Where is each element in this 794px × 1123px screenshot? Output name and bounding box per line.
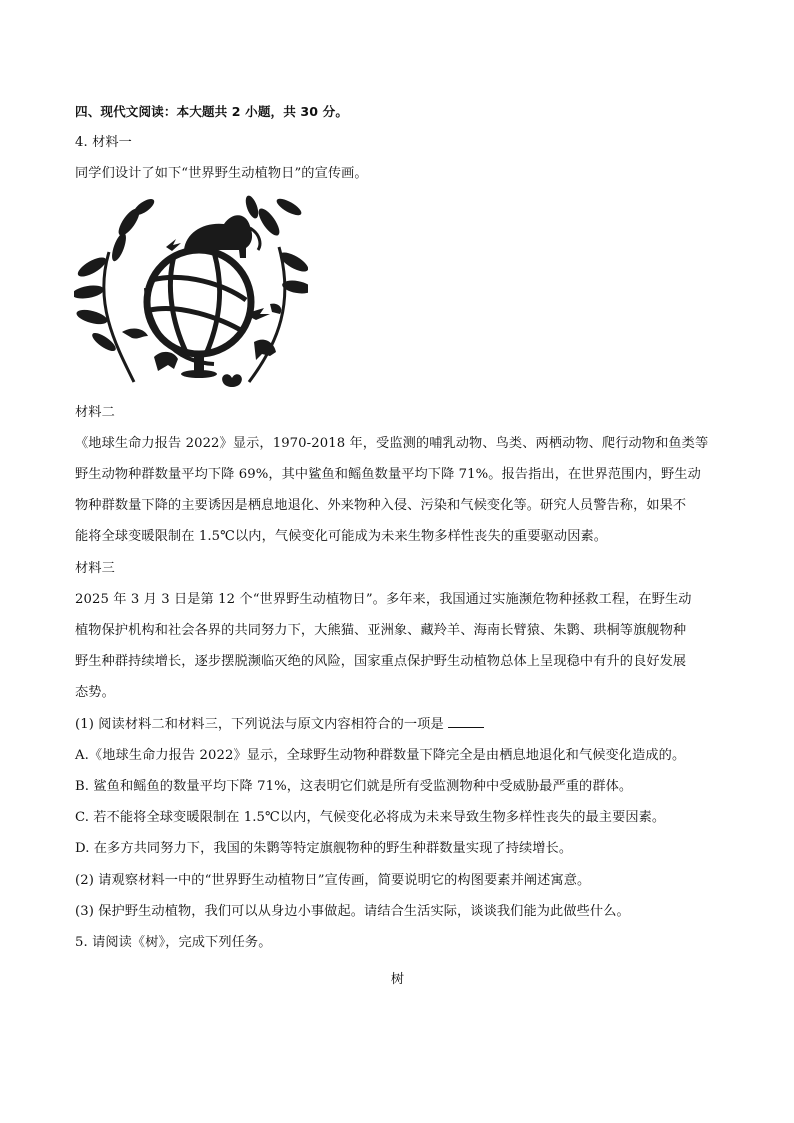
section-title: 四、现代文阅读：本大题共 2 小题，共 30 分。 <box>75 104 349 119</box>
answer-blank[interactable] <box>448 713 484 728</box>
wildlife-day-poster <box>74 192 308 397</box>
q4-sub1-text: (1) 阅读材料二和材料三，下列说法与原文内容相符合的一项是 <box>75 716 444 732</box>
q4-material2-label: 材料二 <box>75 404 115 420</box>
exam-page <box>75 96 720 995</box>
q4-material2-line-2: 野生动物种群数量平均下降 69%，其中鲨鱼和鳐鱼数量平均下降 71%。报告指出，在世界范围内，野生动 <box>75 467 701 483</box>
q4-material2-line-3: 物种群数量下降的主要诱因是栖息地退化、外来物种入侵、污染和气候变化等。研究人员警告称，如果不 <box>75 498 687 514</box>
q4-sub3-question: (3) 保护野生动植物，我们可以从身边小事做起。请结合生活实际，谈谈我们能为此做些什么。 <box>75 903 630 919</box>
option-a: A.《地球生命力报告 2022》显示，全球野生动物种群数量下降完全是由栖息地退化和气候变化造成的。 <box>75 747 686 763</box>
q4-material3-line-3: 野生种群持续增长，逐步摆脱濒临灭绝的风险，国家重点保护野生动植物总体上呈现稳中有升的良好发展 <box>75 654 687 670</box>
q4-material2-line-1: 《地球生命力报告 2022》显示，1970-2018 年，受监测的哺乳动物、鸟类、两栖动物、爬行动物和鱼类等 <box>75 435 709 451</box>
q4-material1-text: 同学们设计了如下“世界野生动植物日”的宣传画。 <box>75 166 368 182</box>
q4-material3-line-1: 2025 年 3 月 3 日是第 12 个“世界野生动植物日”。多年来，我国通过实施濒危物种拯救工程，在野生动 <box>75 591 692 607</box>
option-c: C. 若不能将全球变暖限制在 1.5℃以内，气候变化必将成为未来导致生物多样性丧失的最主要因素。 <box>75 810 666 826</box>
option-b: B. 鲨鱼和鳐鱼的数量平均下降 71%，这表明它们就是所有受监测物种中受威胁最严重的群体。 <box>75 779 633 795</box>
q4-material3-line-4: 态势。 <box>75 685 115 701</box>
q4-sub2-question: (2) 请观察材料一中的“世界野生动植物日”宣传画，简要说明它的构图要素并阐述寓意。 <box>75 872 591 888</box>
globe-wildlife-emblem-icon <box>74 192 308 397</box>
q4-material3-line-2: 植物保护机构和社会各界的共同努力下，大熊猫、亚洲象、藏羚羊、海南长臂猿、朱鹮、珙桐等旗舰物种 <box>75 623 687 639</box>
q5-prompt: 5. 请阅读《树》，完成下列任务。 <box>75 935 272 951</box>
q5-passage-title: 树 <box>390 972 405 988</box>
q4-material3-label: 材料三 <box>75 560 115 576</box>
q4-sub1-question <box>75 709 720 740</box>
q4-material2-line-4: 能将全球变暖限制在 1.5℃以内，气候变化可能成为未来生物多样性丧失的重要驱动因素。 <box>75 529 608 545</box>
q4-material1-label: 4. 材料一 <box>75 135 132 151</box>
option-d: D. 在多方共同努力下，我国的朱鹮等特定旗舰物种的野生种群数量实现了持续增长。 <box>75 841 573 857</box>
